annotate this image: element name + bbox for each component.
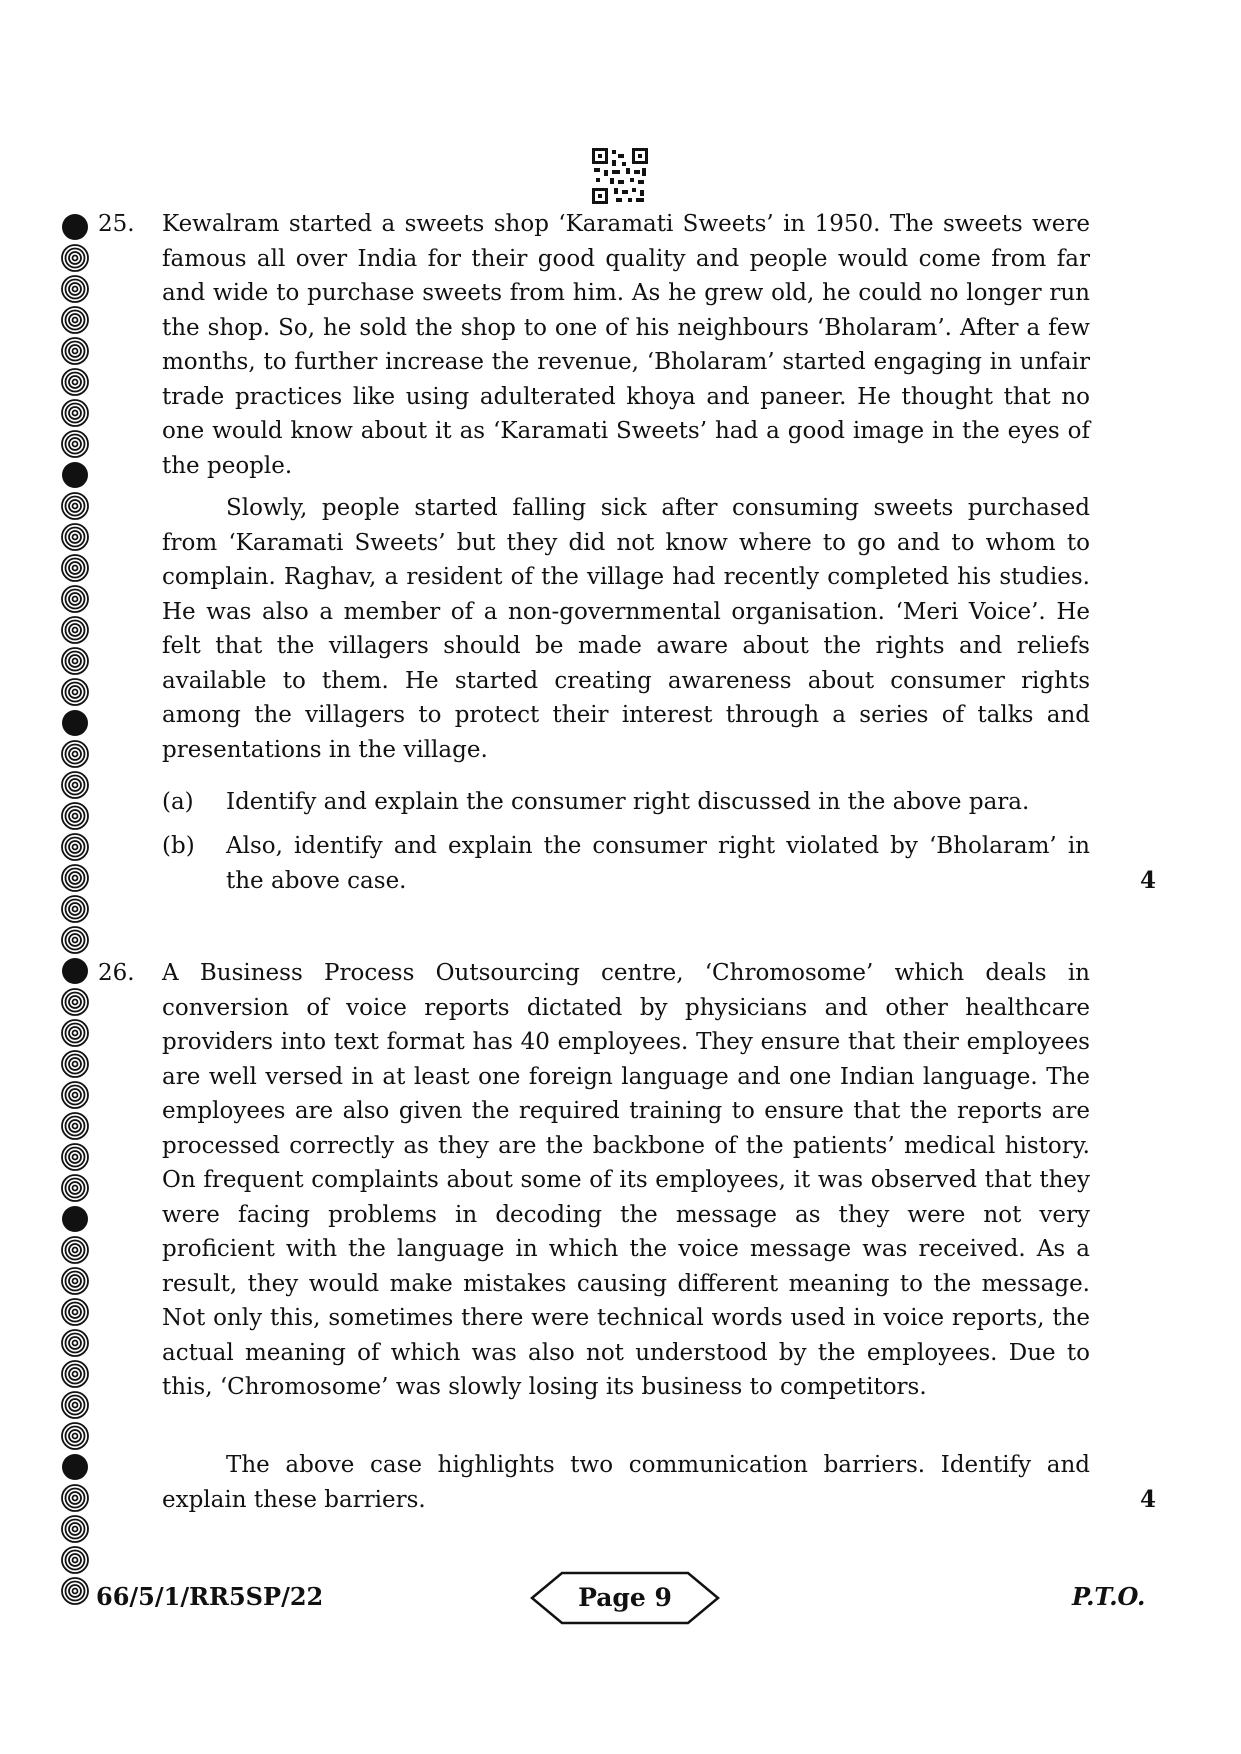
margin-ring-icon — [62, 1144, 88, 1170]
margin-ring-icon — [62, 648, 88, 674]
question-25-marks: 4 — [1139, 867, 1156, 894]
margin-ring-icon — [62, 741, 88, 767]
margin-ring-icon — [62, 1175, 88, 1201]
question-25-paragraph-1: Kewalram started a sweets shop ‘Karamati Sweets’ in 1950. The sweets were famous all over India for their good quality and people would come from far and wide to purchase sweets from him. As he grew old, he could no longer run the shop. So, he sold the shop to one of his neighbours ‘Bholaram’. After a few months, to further increase the revenue, ‘Bholaram’ started engaging in unfair trade practices like using adulterated khoya and paneer. He thought that no one would know about it as ‘Karamati Sweets’ had a good image in the eyes of the people. — [162, 211, 1090, 479]
margin-ring-icon — [62, 865, 88, 891]
margin-ring-icon — [62, 772, 88, 798]
margin-ring-icon — [62, 1113, 88, 1139]
margin-ring-icon — [62, 1082, 88, 1108]
question-25-part-a-text: Identify and explain the consumer right discussed in the above para. — [226, 789, 1030, 815]
margin-ring-icon — [62, 586, 88, 612]
question-26-number: 26. — [98, 960, 135, 986]
margin-ring-icon — [62, 1392, 88, 1418]
margin-ring-icon — [62, 431, 88, 457]
margin-ring-icon — [62, 1423, 88, 1449]
margin-ring-icon — [62, 1330, 88, 1356]
margin-ring-icon — [62, 524, 88, 550]
margin-ring-icon — [62, 1237, 88, 1263]
qr-code-icon — [592, 148, 648, 204]
margin-ring-icon — [62, 369, 88, 395]
margin-ring-icon — [62, 1051, 88, 1077]
margin-ring-icon — [62, 1547, 88, 1573]
margin-ring-icon — [62, 1454, 88, 1480]
margin-ring-icon — [62, 710, 88, 736]
question-26-marks: 4 — [1139, 1486, 1156, 1513]
margin-ring-icon — [62, 1516, 88, 1542]
question-25-part-b-label: (b) — [162, 833, 195, 859]
question-25-part-a-label: (a) — [162, 789, 194, 815]
margin-ring-icon — [62, 400, 88, 426]
margin-ring-icon — [62, 1206, 88, 1232]
margin-ring-icon — [62, 958, 88, 984]
margin-ring-icon — [62, 1299, 88, 1325]
margin-ring-icon — [62, 462, 88, 488]
margin-ring-icon — [62, 1485, 88, 1511]
page-number: Page 9 — [578, 1583, 672, 1612]
margin-ring-icon — [62, 834, 88, 860]
margin-ring-icon — [62, 803, 88, 829]
margin-ring-icon — [62, 493, 88, 519]
margin-ring-icon — [62, 245, 88, 271]
margin-ring-icon — [62, 276, 88, 302]
margin-ring-icon — [62, 927, 88, 953]
margin-ring-icon — [62, 989, 88, 1015]
question-26-paragraph-2: The above case highlights two communication barriers. Identify and explain these barriers. — [162, 1452, 1090, 1513]
margin-ring-icon — [62, 1361, 88, 1387]
margin-ring-icon — [62, 679, 88, 705]
margin-ring-icon — [62, 896, 88, 922]
margin-ring-icon — [62, 617, 88, 643]
question-25-part-b-text: Also, identify and explain the consumer right violated by ‘Bholaram’ in the above case. — [226, 833, 1090, 894]
question-25-number: 25. — [98, 211, 135, 237]
margin-ring-icon — [62, 1020, 88, 1046]
margin-ring-icon — [62, 338, 88, 364]
paper-code: 66/5/1/RR5SP/22 — [96, 1582, 324, 1611]
margin-ring-icon — [62, 307, 88, 333]
margin-ring-icon — [62, 1268, 88, 1294]
margin-ring-pattern — [58, 210, 92, 1610]
margin-ring-icon — [62, 1578, 88, 1604]
please-turn-over: P.T.O. — [1072, 1582, 1146, 1611]
margin-ring-icon — [62, 555, 88, 581]
margin-ring-icon — [62, 214, 88, 240]
question-25-paragraph-2: Slowly, people started falling sick after consuming sweets purchased from ‘Karamati Sweets’ but they did not know where to go and to whom to complain. Raghav, a resident of the village had recently completed his studies. He was also a member of a non-governmental organisation. ‘Meri Voice’. He felt that the villagers should be made aware about the rights and reliefs available to them. He started creating awareness about consumer rights among the villagers to protect their interest through a series of talks and presentations in the village. — [162, 495, 1090, 763]
question-26-paragraph-1: A Business Process Outsourcing centre, ‘Chromosome’ which deals in conversion of voice reports dictated by physicians and other healthcare providers into text format has 40 employees. They ensure that their employees are well versed in at least one foreign language and one Indian language. The employees are also given the required training to ensure that the reports are processed correctly as they are the backbone of the patients’ medical history. On frequent complaints about some of its employees, it was observed that they were facing problems in decoding the message as they were not very proficient with the language in which the voice message was received. As a result, they would make mistakes causing different meaning to the message. Not only this, sometimes there were technical words used in voice reports, the actual meaning of which was also not understood by the employees. Due to this, ‘Chromosome’ was slowly losing its business to competitors. — [162, 960, 1090, 1400]
